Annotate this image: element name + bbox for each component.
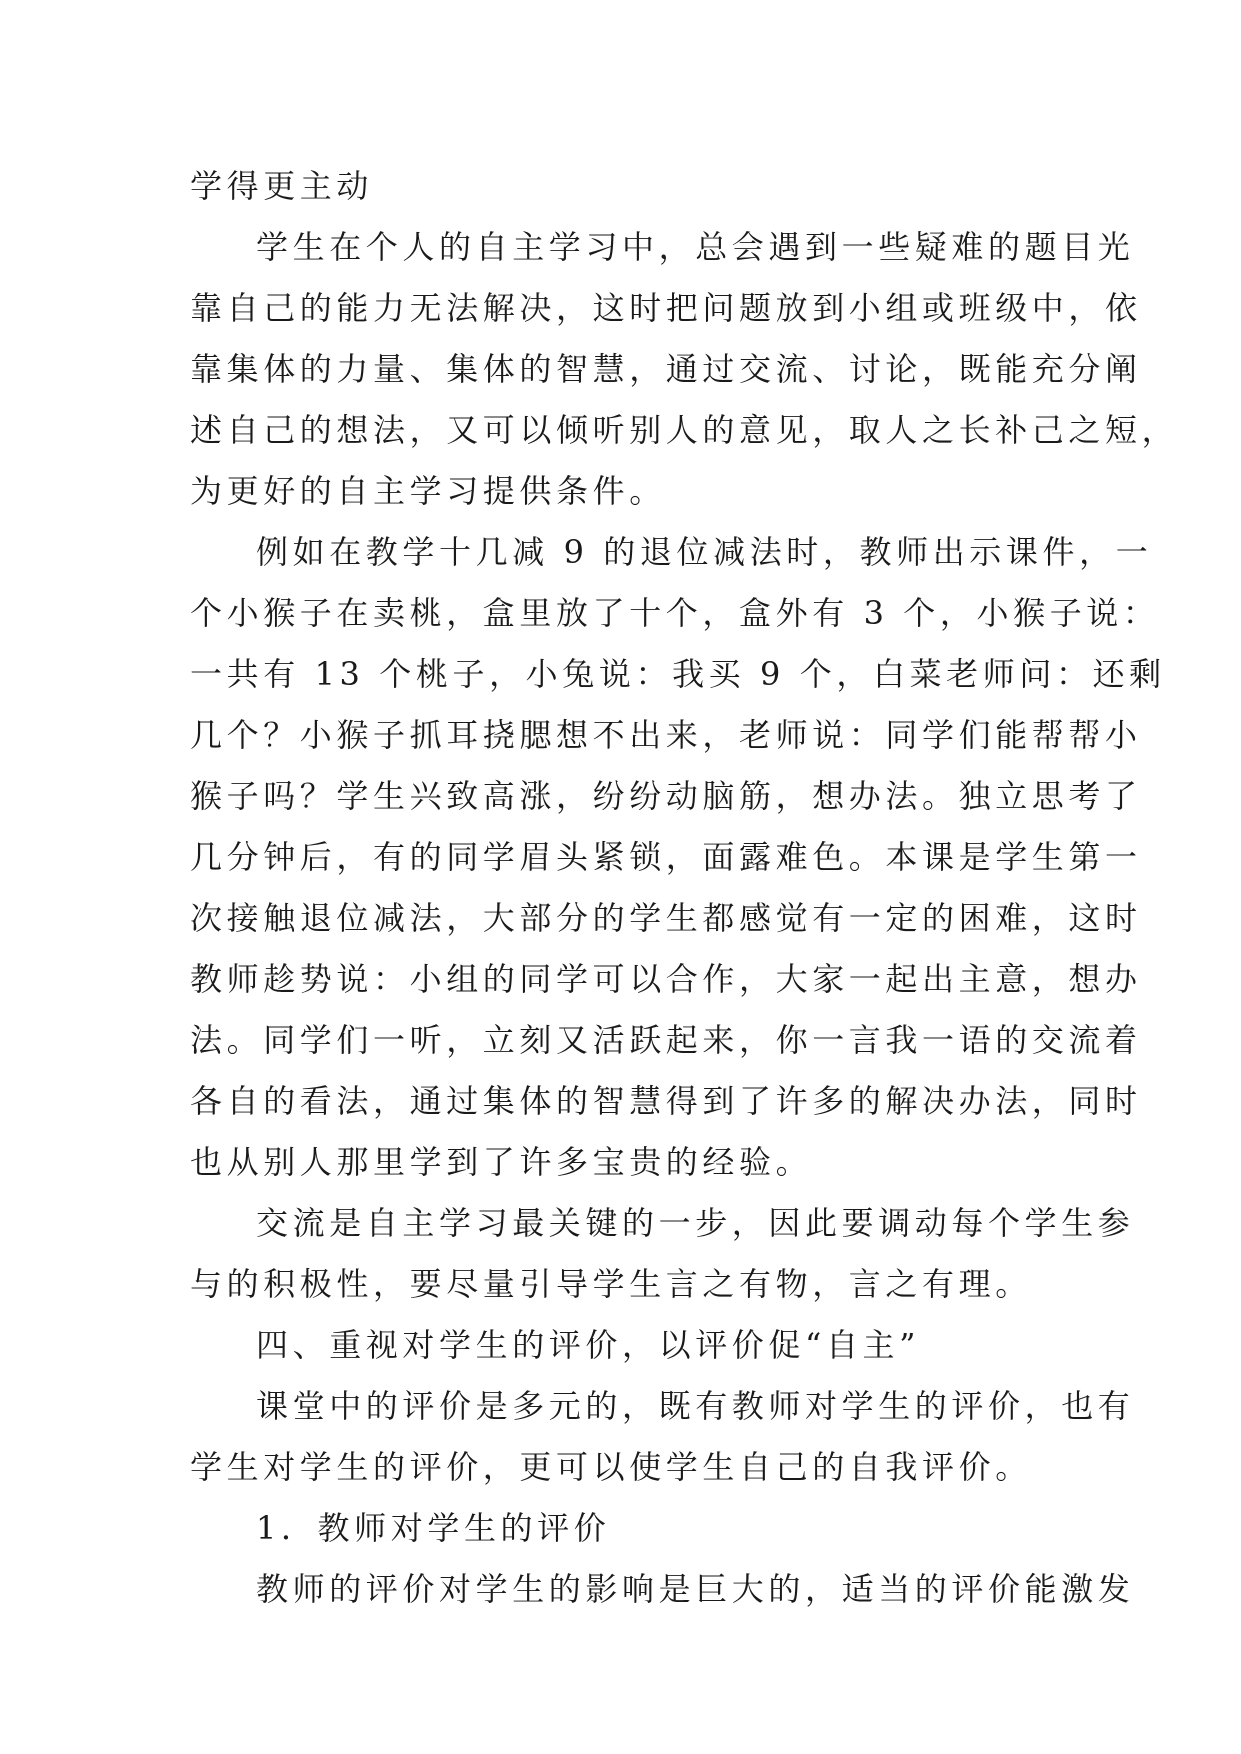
paragraph-line: 法。同学们一听，立刻又活跃起来，你一言我一语的交流着	[190, 1021, 1142, 1059]
paragraph-line: 例如在教学十几减 9 的退位减法时，教师出示课件，一	[256, 533, 1153, 571]
paragraph-line: 教师的评价对学生的影响是巨大的，适当的评价能激发	[256, 1570, 1135, 1608]
paragraph-line: 教师趁势说：小组的同学可以合作，大家一起出主意，想办	[190, 960, 1142, 998]
paragraph-line: 学生在个人的自主学习中，总会遇到一些疑难的题目光	[256, 228, 1135, 266]
paragraph-line: 次接触退位减法，大部分的学生都感觉有一定的困难，这时	[190, 899, 1142, 937]
paragraph-line: 几个？小猴子抓耳挠腮想不出来，老师说：同学们能帮帮小	[190, 716, 1142, 754]
paragraph-line: 几分钟后，有的同学眉头紧锁，面露难色。本课是学生第一	[190, 838, 1142, 876]
paragraph-line: 交流是自主学习最关键的一步，因此要调动每个学生参	[256, 1204, 1135, 1242]
paragraph-line: 为更好的自主学习提供条件。	[190, 472, 666, 510]
paragraph-line: 各自的看法，通过集体的智慧得到了许多的解决办法，同时	[190, 1082, 1142, 1120]
subsection-heading: 1．教师对学生的评价	[256, 1509, 611, 1547]
paragraph-line: 靠集体的力量、集体的智慧，通过交流、讨论，既能充分阐	[190, 350, 1142, 388]
paragraph-line: 一共有 13 个桃子，小兔说：我买 9 个，白菜老师问：还剩	[190, 655, 1166, 693]
paragraph-line: 靠自己的能力无法解决，这时把问题放到小组或班级中，依	[190, 289, 1142, 327]
paragraph-line: 学生对学生的评价，更可以使学生自己的自我评价。	[190, 1448, 1032, 1486]
paragraph-line: 猴子吗？学生兴致高涨，纷纷动脑筋，想办法。独立思考了	[190, 777, 1142, 815]
paragraph-line: 述自己的想法，又可以倾听别人的意见，取人之长补己之短，	[190, 411, 1179, 449]
text-line-continuation: 学得更主动	[190, 167, 374, 205]
paragraph-line: 与的积极性，要尽量引导学生言之有物，言之有理。	[190, 1265, 1032, 1303]
paragraph-line: 也从别人那里学到了许多宝贵的经验。	[190, 1143, 813, 1181]
paragraph-line: 课堂中的评价是多元的，既有教师对学生的评价，也有	[256, 1387, 1135, 1425]
paragraph-line: 个小猴子在卖桃，盒里放了十个，盒外有 3 个，小猴子说：	[190, 594, 1160, 632]
document-body	[190, 156, 1179, 1620]
section-heading: 四、重视对学生的评价，以评价促“自主”	[256, 1326, 921, 1364]
